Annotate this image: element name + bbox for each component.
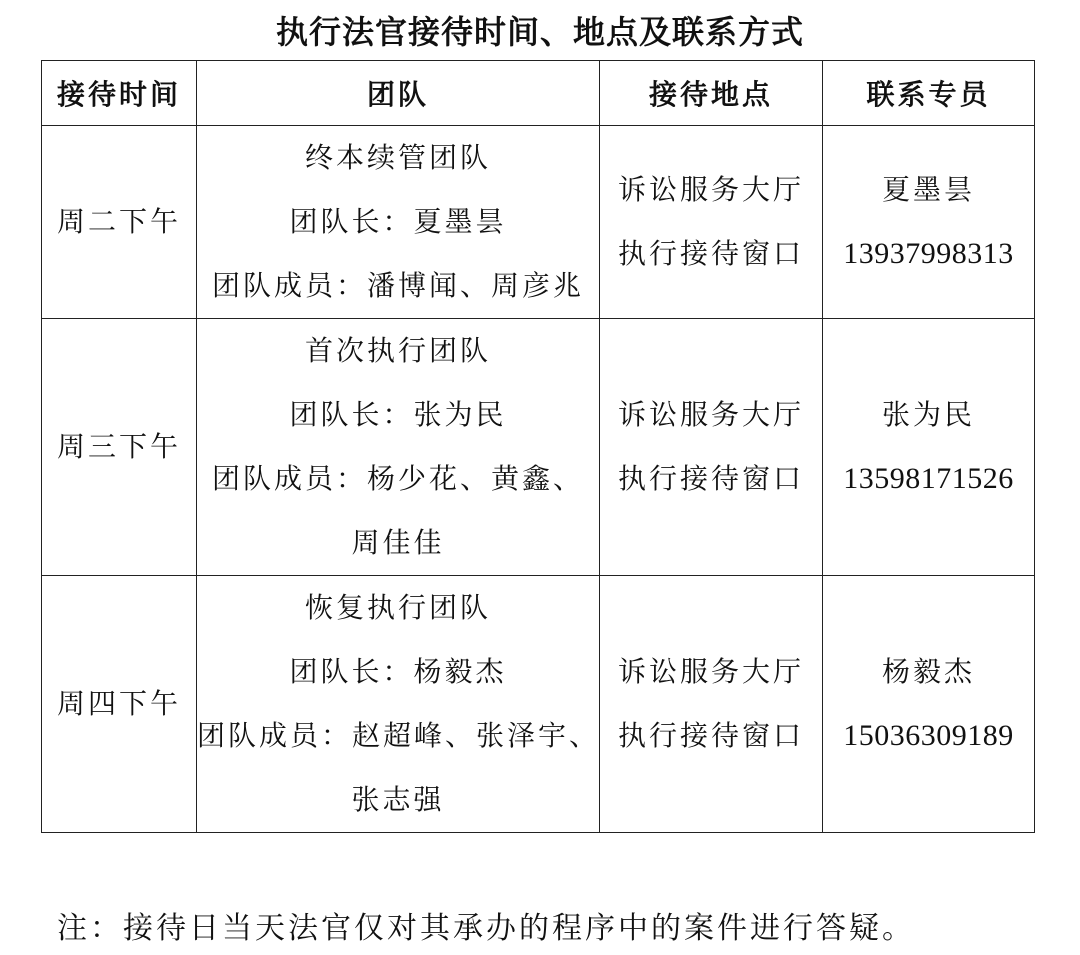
reception-time-cell: 周二下午 xyxy=(42,126,197,319)
team-name: 恢复执行团队 xyxy=(304,591,491,624)
table-row xyxy=(42,576,1035,833)
team-members-continued: 周佳佳 xyxy=(351,526,445,559)
contact-phone: 13937998313 xyxy=(843,237,1014,270)
location-cell xyxy=(600,319,823,576)
contact-name: 夏墨昙 xyxy=(881,173,975,206)
team-name: 首次执行团队 xyxy=(304,334,491,367)
team-cell xyxy=(197,319,600,576)
header-reception-location: 接待地点 xyxy=(600,61,823,126)
table-header-row xyxy=(42,61,1035,126)
table-row xyxy=(42,319,1035,576)
team-leader: 团队长：夏墨昙 xyxy=(289,205,507,238)
location-cell xyxy=(600,126,823,319)
contact-phone: 15036309189 xyxy=(843,719,1014,752)
location-hall: 诉讼服务大厅 xyxy=(617,398,804,431)
location-window: 执行接待窗口 xyxy=(617,237,804,270)
header-reception-time: 接待时间 xyxy=(42,61,197,126)
location-hall: 诉讼服务大厅 xyxy=(617,655,804,688)
contact-cell xyxy=(823,319,1035,576)
team-members: 团队成员：潘博闻、周彦兆 xyxy=(211,269,584,302)
team-members-continued: 张志强 xyxy=(351,783,445,816)
reception-time-cell: 周四下午 xyxy=(42,576,197,833)
location-hall: 诉讼服务大厅 xyxy=(617,173,804,206)
reception-time-cell: 周三下午 xyxy=(42,319,197,576)
contact-name: 张为民 xyxy=(881,398,975,431)
team-leader: 团队长：杨毅杰 xyxy=(289,655,507,688)
footnote: 注：接待日当天法官仅对其承办的程序中的案件进行答疑。 xyxy=(57,911,915,946)
location-window: 执行接待窗口 xyxy=(617,462,804,495)
contact-cell xyxy=(823,126,1035,319)
contact-name: 杨毅杰 xyxy=(881,655,975,688)
location-window: 执行接待窗口 xyxy=(617,719,804,752)
header-contact-person: 联系专员 xyxy=(823,61,1035,126)
reception-schedule-table xyxy=(41,60,1035,833)
team-cell xyxy=(197,576,600,833)
header-team: 团队 xyxy=(197,61,600,126)
team-leader: 团队长：张为民 xyxy=(289,398,507,431)
contact-phone: 13598171526 xyxy=(843,462,1014,495)
team-members: 团队成员：赵超峰、张泽宇、 xyxy=(197,719,601,752)
table-row xyxy=(42,126,1035,319)
location-cell xyxy=(600,576,823,833)
team-members: 团队成员：杨少花、黄鑫、 xyxy=(211,462,584,495)
team-cell xyxy=(197,126,600,319)
page-title: 执行法官接待时间、地点及联系方式 xyxy=(275,13,804,51)
contact-cell xyxy=(823,576,1035,833)
team-name: 终本续管团队 xyxy=(304,141,491,174)
